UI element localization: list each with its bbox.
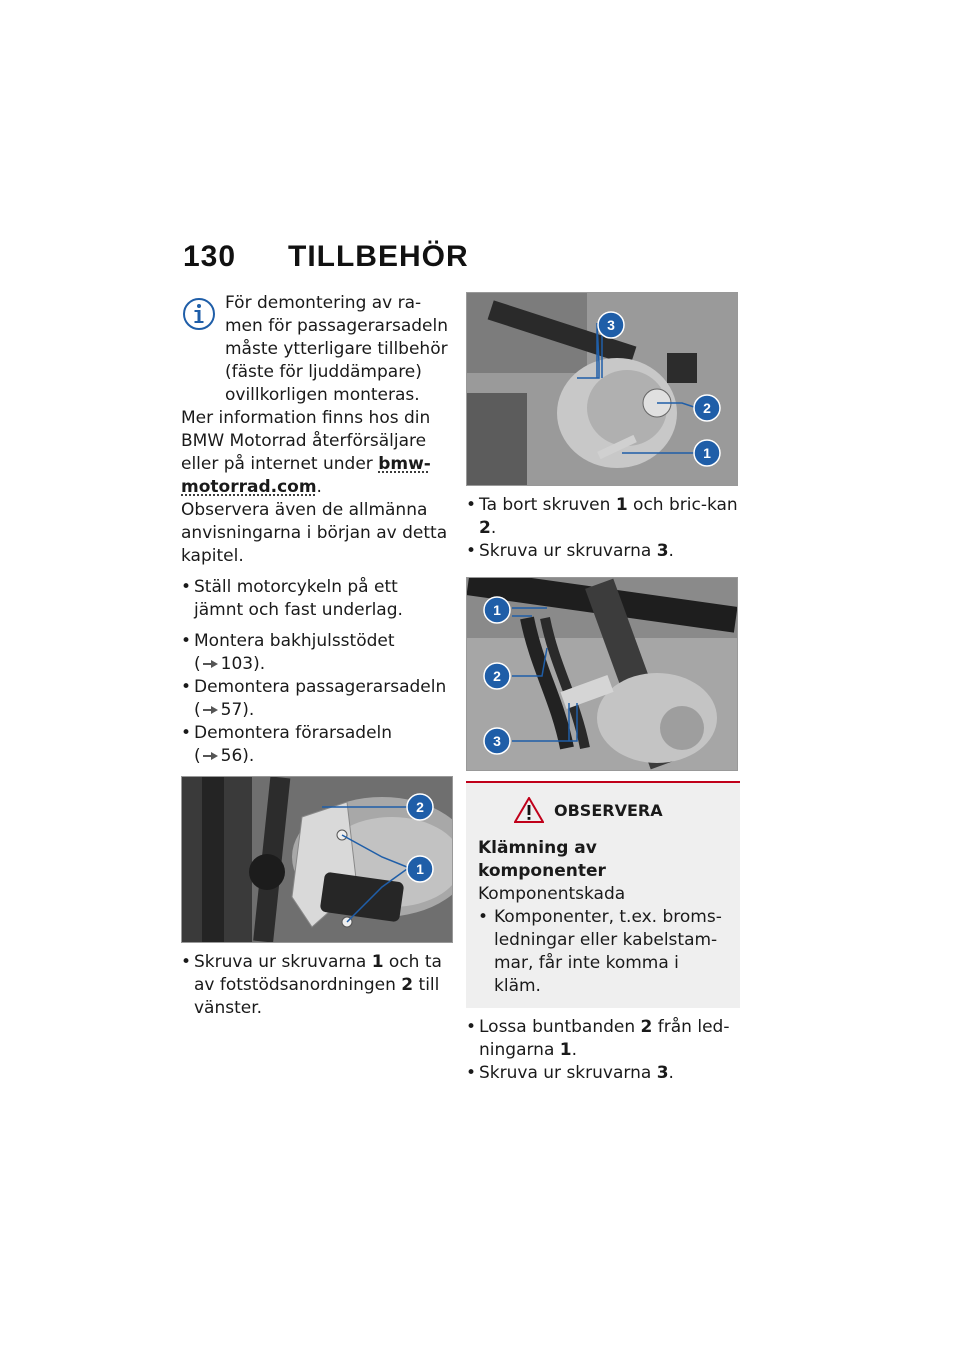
step-number: 1 [559, 1040, 572, 1060]
warning-bullets [478, 906, 728, 998]
step-number: 2 [640, 1017, 653, 1037]
step-item [466, 540, 740, 563]
step-number: 1 [371, 952, 384, 972]
step-item [466, 1062, 740, 1085]
step-text: och ta av fotstödsanordningen [194, 952, 442, 995]
step-item [181, 630, 451, 676]
step-text: Ställ motorcykeln på ett jämnt och fast underlag. [194, 577, 403, 620]
info-note [181, 292, 451, 568]
ref-text: 103). [220, 654, 266, 674]
info-text-2-body: Mer information finns hos din BMW Motorrad återförsäljare eller på internet under [181, 408, 431, 474]
callout-label: 1 [493, 602, 501, 618]
step-number: 2 [401, 975, 414, 995]
callout-label: 3 [607, 317, 615, 333]
arrow-right-icon [203, 706, 219, 714]
info-text-3: Observera även de allmänna anvisningarna i början av detta kapitel. [181, 500, 448, 566]
step-item [181, 722, 451, 768]
step-text: Demontera förarsadeln [194, 723, 393, 743]
warning-label: OBSERVERA [554, 800, 663, 820]
figure-footrest [181, 776, 453, 943]
step-text: Skruva ur skruvarna [479, 541, 657, 561]
warning-triangle-icon [514, 797, 544, 823]
callout-label: 1 [416, 861, 424, 877]
figure-cable-ties-art [467, 578, 737, 770]
step-text: Lossa buntbanden [479, 1017, 641, 1037]
step-text: Montera bakhjulsstödet [194, 631, 395, 651]
page-header [183, 240, 469, 274]
figure-frame-bolts [466, 292, 738, 486]
section-title: TILLBEHÖR [288, 240, 469, 273]
left-after-list [181, 951, 451, 1020]
page-reference[interactable]: ( 56). [194, 746, 255, 766]
link-suffix: . [316, 477, 322, 497]
step-number: 1 [615, 495, 628, 515]
step-text: . [490, 518, 497, 538]
left-column [181, 292, 451, 1020]
step-text: . [668, 1063, 674, 1083]
arrow-right-icon [203, 660, 219, 668]
step-text: Demontera passagerarsadeln [194, 677, 447, 697]
website-link[interactable]: bmw-motorrad.com [181, 454, 431, 497]
callout-label: 2 [493, 668, 501, 684]
step-number: 3 [656, 541, 669, 561]
step-text: och bric-kan [627, 495, 738, 515]
callout-label: 1 [703, 445, 711, 461]
figure-footrest-art [182, 777, 452, 942]
page-reference[interactable]: ( 57). [194, 700, 255, 720]
right-step-list-1 [466, 494, 740, 563]
step-text: till vänster. [194, 975, 440, 1018]
left-step-list-2 [181, 630, 451, 768]
page-reference[interactable]: ( 103). [194, 654, 266, 674]
step-text: . [571, 1040, 578, 1060]
left-step-list [181, 576, 451, 622]
warning-heading [478, 797, 728, 823]
info-text-2 [181, 407, 451, 499]
step-item [181, 676, 451, 722]
figure-frame-bolts-art [467, 293, 737, 485]
step-number: 3 [656, 1063, 669, 1083]
step-text: Ta bort skruven [479, 495, 616, 515]
figure-cable-ties [466, 577, 738, 771]
info-icon [181, 296, 217, 332]
ref-text: 57). [220, 700, 255, 720]
arrow-right-icon [203, 752, 219, 760]
step-item [466, 494, 740, 540]
step-text: Skruva ur skruvarna [479, 1063, 657, 1083]
step-item [181, 951, 451, 1020]
step-text: Skruva ur skruvarna [194, 952, 372, 972]
page-number: 130 [183, 240, 237, 273]
step-number: 2 [479, 518, 491, 538]
warning-text: Komponenter, t.ex. broms-ledningar eller kabelstam-mar, får inte komma i kläm. [494, 907, 722, 996]
callout-label: 3 [493, 733, 501, 749]
callout-label: 2 [703, 400, 711, 416]
callout-label: 2 [416, 799, 424, 815]
right-column [466, 292, 740, 1085]
warning-box [466, 781, 740, 1008]
step-item [466, 1016, 740, 1062]
warning-title: Klämning av komponenter [478, 838, 606, 881]
warning-item [478, 906, 728, 998]
step-text: . [668, 541, 674, 561]
step-item [181, 576, 451, 622]
right-step-list-2 [466, 1016, 740, 1085]
info-text-1: För demontering av ra-men för passagerarsadeln måste ytterligare tillbehör (fäste för ljuddämpare) ovillkorligen monteras. [225, 293, 448, 405]
step-text: från led-ningarna [479, 1017, 730, 1060]
warning-subtitle: Komponentskada [478, 884, 626, 904]
ref-text: 56). [220, 746, 255, 766]
